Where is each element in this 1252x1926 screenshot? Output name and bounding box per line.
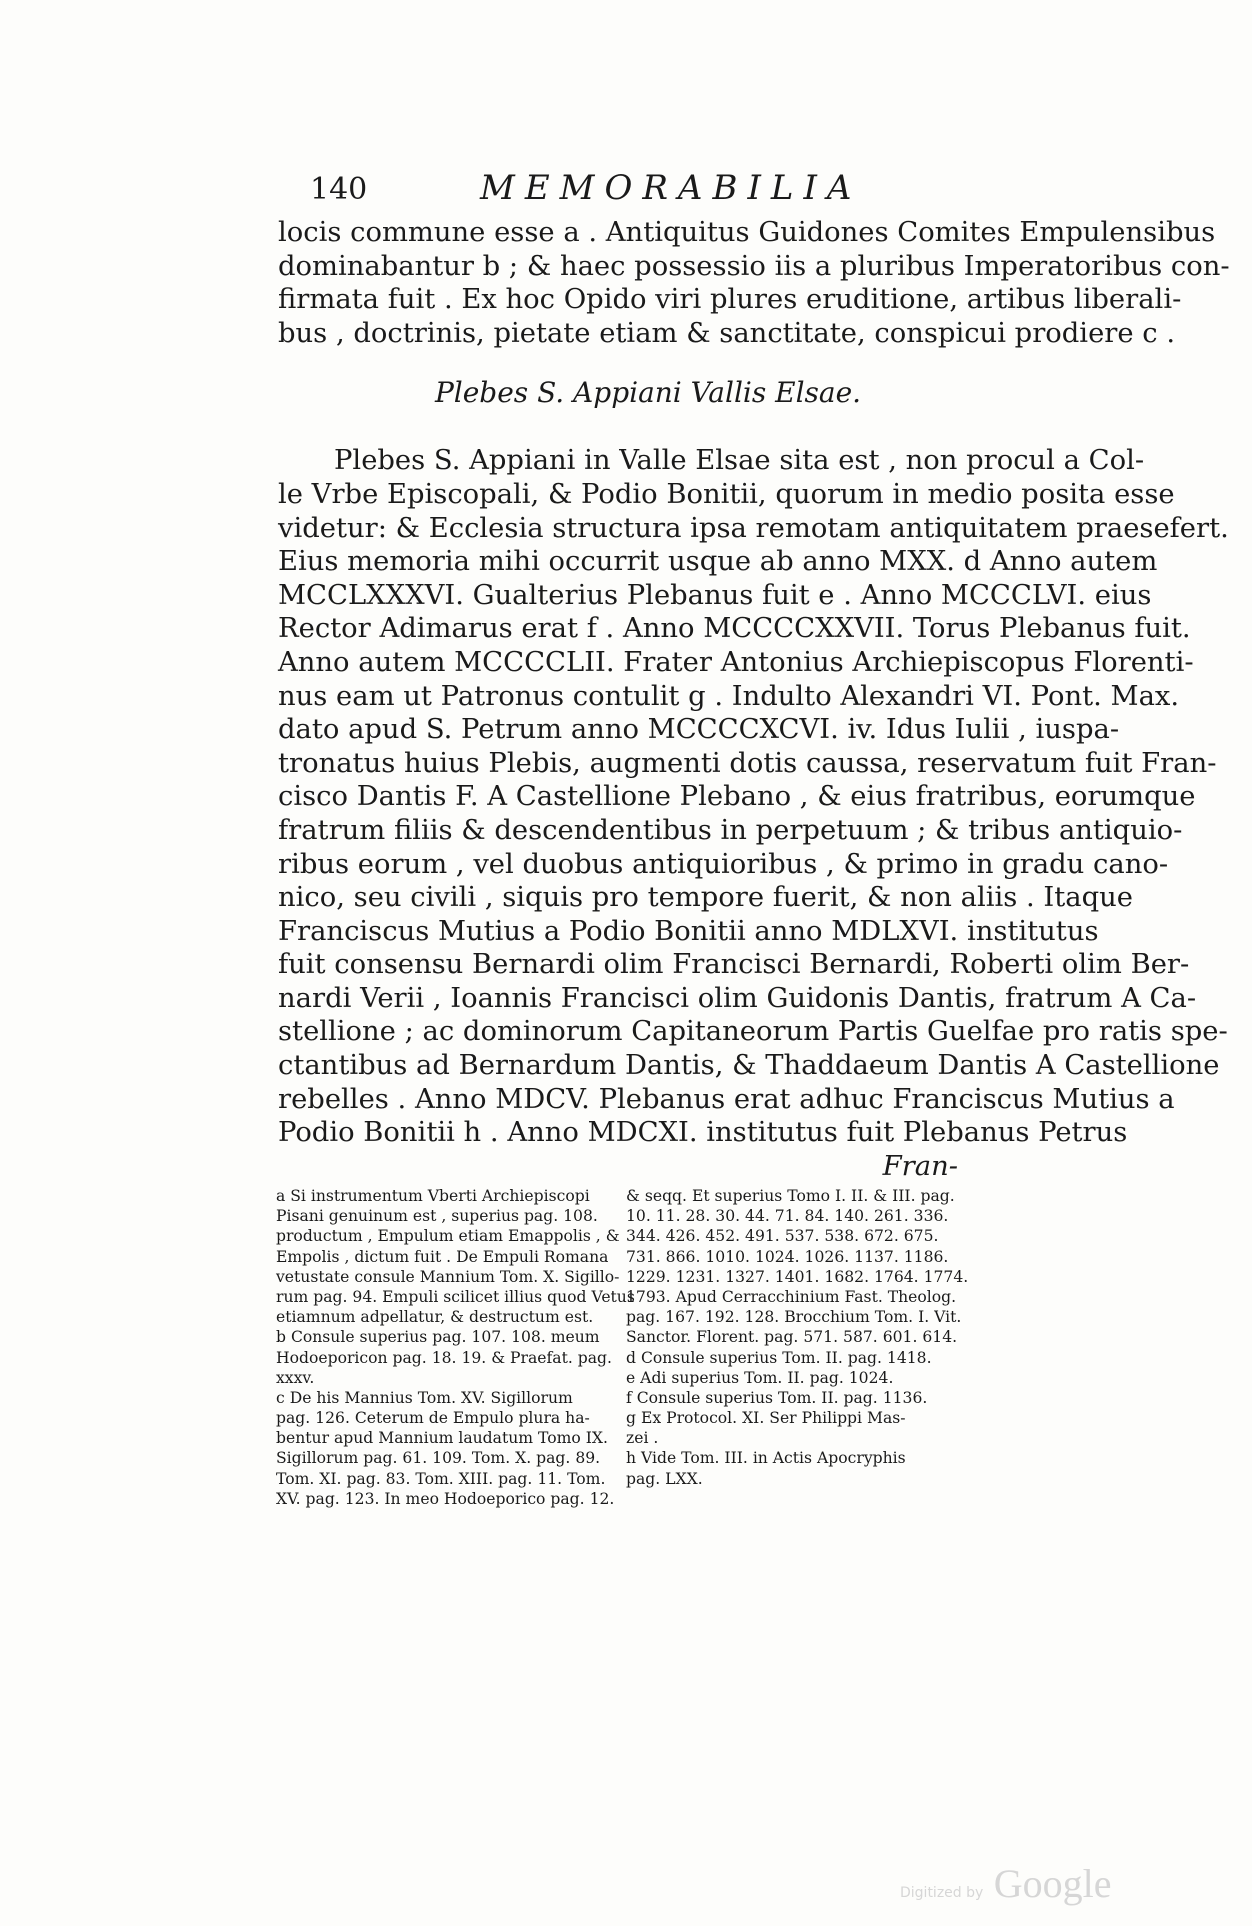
footnote-line: Empolis , dictum fuit . De Empuli Romana: [276, 1247, 609, 1266]
text-line: locis commune esse a . Antiquitus Guidones Comites Empulensibus: [278, 217, 1216, 248]
footnote-line: b Consule superius pag. 107. 108. meum: [276, 1328, 600, 1347]
footnote-line: a Si instrumentum Vberti Archiepiscopi: [276, 1187, 590, 1205]
text-line: Rector Adimarus erat f . Anno MCCCCXXVII. Torus Plebanus fuit.: [278, 613, 1191, 645]
footnote-line: h Vide Tom. III. in Actis Apocryphis: [626, 1449, 906, 1468]
footnote-line: e Adi superius Tom. II. pag. 1024.: [626, 1368, 894, 1387]
footnote-line: Sigillorum pag. 61. 109. Tom. X. pag. 89.: [276, 1449, 601, 1468]
footnote-line: bentur apud Mannium laudatum Tomo IX.: [276, 1429, 608, 1448]
text-line: rebelles . Anno MDCV. Plebanus erat adhuc Franciscus Mutius a: [278, 1083, 1175, 1115]
section-heading: Plebes S. Appiani Vallis Elsae.: [434, 376, 862, 410]
text-line: fuit consensu Bernardi olim Francisci Bernardi, Roberti olim Ber-: [278, 949, 1190, 981]
text-line: dato apud S. Petrum anno MCCCCXCVI. iv. Idus Iulii , iuspa-: [278, 714, 1120, 746]
running-head: [310, 168, 950, 212]
footnote-line: Tom. XI. pag. 83. Tom. XIII. pag. 11. Tom.: [276, 1469, 606, 1488]
footnote-line: f Consule superius Tom. II. pag. 1136.: [626, 1388, 928, 1407]
footnote-line: Pisani genuinum est , superius pag. 108.: [276, 1207, 598, 1226]
footnote-line: d Consule superius Tom. II. pag. 1418.: [626, 1348, 932, 1367]
text-line: nico, seu civili , siquis pro tempore fuerit, & non aliis . Itaque: [278, 882, 1133, 914]
footnote-line: productum , Empulum etiam Emappolis , &: [276, 1227, 620, 1246]
footnote-line: 1793. Apud Cerracchinium Fast. Theolog.: [626, 1287, 957, 1306]
text-line: Podio Bonitii h . Anno MDCXI. institutus fuit Plebanus Petrus: [278, 1117, 1128, 1149]
text-line: cisco Dantis F. A Castellione Plebano , & eius fratribus, eorumque: [278, 781, 1196, 813]
text-line: fratrum filiis & descendentibus in perpetuum ; & tribus antiquio-: [278, 814, 1183, 846]
footnote-line: 344. 426. 452. 491. 537. 538. 672. 675.: [626, 1227, 939, 1246]
text-line: ctantibus ad Bernardum Dantis, & Thaddaeum Dantis A Castellione: [278, 1050, 1220, 1082]
text-line: dominabantur b ; & haec possessio iis a pluribus Imperatoribus con-: [278, 250, 1230, 282]
text-line: Franciscus Mutius a Podio Bonitii anno MDLXVI. institutus: [278, 915, 1099, 947]
footnote-line: 10. 11. 28. 30. 44. 71. 84. 140. 261. 336.: [626, 1207, 949, 1226]
footnote-line: rum pag. 94. Empuli scilicet illius quod Vetus: [276, 1287, 635, 1306]
footnote-line: etiamnum adpellatur, & destructum est.: [276, 1308, 594, 1327]
text-line: firmata fuit . Ex hoc Opido viri plures eruditione, artibus liberali-: [278, 284, 1182, 316]
text-line: nardi Verii , Ioannis Francisci olim Guidonis Dantis, fratrum A Ca-: [278, 982, 1197, 1014]
text-line: tronatus huius Plebis, augmenti dotis caussa, reservatum fuit Fran-: [278, 747, 1217, 779]
footnote-line: vetustate consule Mannium Tom. X. Sigillo-: [276, 1267, 620, 1286]
watermark-small: Digitized by: [900, 1885, 984, 1901]
text-line: MCCLXXXVI. Gualterius Plebanus fuit e . Anno MCCCLVI. eius: [278, 579, 1152, 611]
footnotes-right-column: [626, 1186, 969, 1509]
footnote-line: Hodoeporicon pag. 18. 19. & Praefat. pag.: [276, 1348, 612, 1367]
text-line: Plebes S. Appiani in Valle Elsae sita est , non procul a Col-: [334, 445, 1145, 477]
footnote-line: pag. 167. 192. 128. Brocchium Tom. I. Vit.: [626, 1308, 962, 1327]
footnote-line: pag. 126. Ceterum de Empulo plura ha-: [276, 1409, 590, 1428]
page-number: 140: [310, 172, 368, 207]
footnotes: [276, 1186, 969, 1509]
body-text: [278, 216, 1230, 1183]
text-line: le Vrbe Episcopali, & Podio Bonitii, quorum in medio posita esse: [278, 478, 1175, 510]
footnote-line: c De his Mannius Tom. XV. Sigillorum: [276, 1388, 573, 1407]
text-line: videtur: & Ecclesia structura ipsa remotam antiquitatem praesefert.: [278, 512, 1229, 544]
footnote-line: 1229. 1231. 1327. 1401. 1682. 1764. 1774.: [626, 1267, 969, 1286]
catchword: Fran-: [882, 1150, 958, 1182]
footnote-line: XV. pag. 123. In meo Hodoeporico pag. 12.: [276, 1489, 615, 1508]
footnote-line: xxxv.: [276, 1368, 315, 1387]
digitization-watermark: [900, 1860, 1112, 1907]
text-line: stellione ; ac dominorum Capitaneorum Partis Guelfae pro ratis spe-: [278, 1016, 1228, 1048]
text-line: ribus eorum , vel duobus antiquioribus , & primo in gradu cano-: [278, 848, 1169, 880]
footnote-line: zei .: [626, 1429, 659, 1448]
footnote-line: pag. LXX.: [626, 1469, 703, 1488]
footnote-line: & seqq. Et superius Tomo I. II. & III. pag.: [626, 1187, 955, 1205]
text-line: Eius memoria mihi occurrit usque ab anno MXX. d Anno autem: [278, 546, 1158, 578]
watermark-logo: Google: [993, 1861, 1112, 1906]
footnote-line: 731. 866. 1010. 1024. 1026. 1137. 1186.: [626, 1247, 949, 1266]
text-line: bus , doctrinis, pietate etiam & sanctitate, conspicui prodiere c .: [278, 317, 1176, 349]
running-title: MEMORABILIA: [480, 168, 862, 208]
text-line: Anno autem MCCCCLII. Frater Antonius Archiepiscopus Florenti-: [278, 646, 1194, 678]
text-line: nus eam ut Patronus contulit g . Indulto Alexandri VI. Pont. Max.: [278, 680, 1180, 712]
footnote-line: Sanctor. Florent. pag. 571. 587. 601. 614.: [626, 1328, 958, 1347]
footnote-line: g Ex Protocol. XI. Ser Philippi Mas-: [626, 1409, 906, 1428]
footnotes-left-column: [276, 1186, 635, 1509]
